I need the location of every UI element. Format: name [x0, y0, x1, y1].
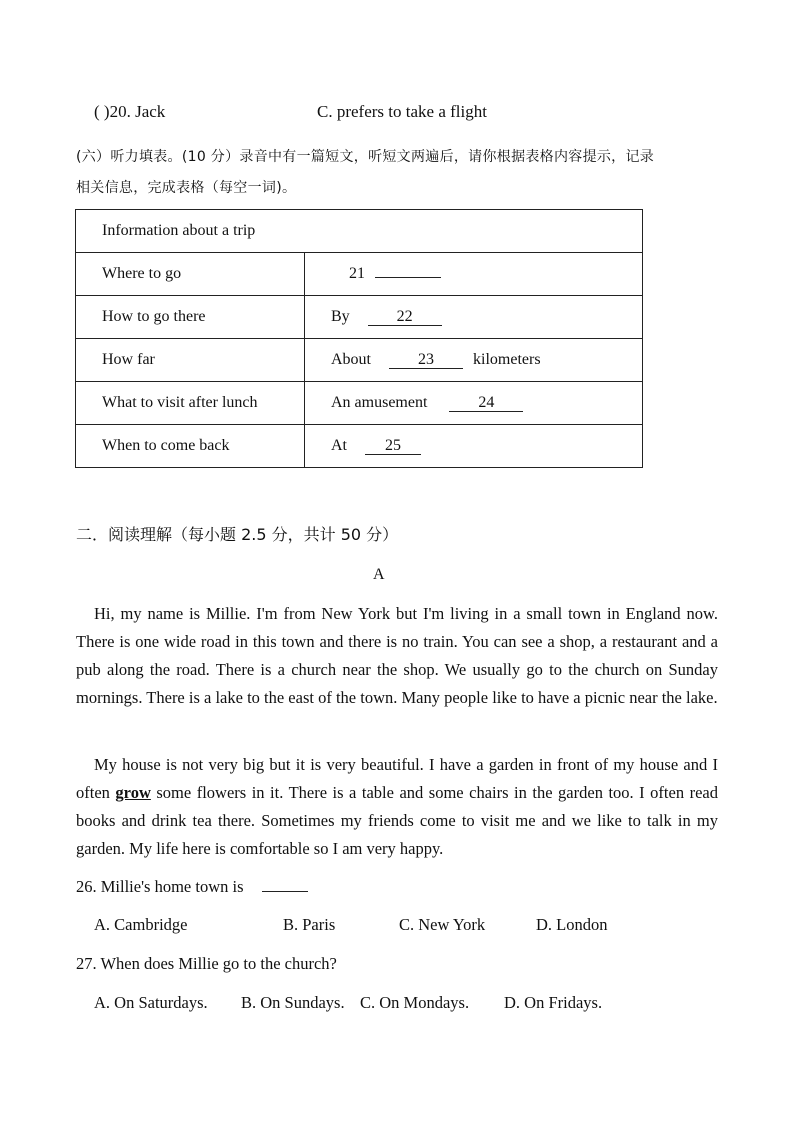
- row-prefix: About: [331, 351, 371, 368]
- paragraph-2-text-b: some flowers in it. There is a table and some chairs in the garden too. I often read books and drink tea there. Sometimes my friends come to visit me and we like to talk in my garden. My life here is comfortable so I am very happy.: [76, 783, 718, 858]
- row-answer: [305, 425, 643, 468]
- table-header-row: [76, 210, 643, 253]
- row-label: How to go there: [76, 296, 305, 339]
- row-answer: [305, 253, 643, 296]
- question-26-blank[interactable]: [262, 877, 308, 892]
- section-2-title: 二．阅读理解（每小题 2.5 分，共计 50 分）: [76, 525, 399, 544]
- row-prefix: By: [331, 308, 350, 325]
- answer-line-21[interactable]: [375, 277, 441, 278]
- option-a[interactable]: A. Cambridge: [94, 915, 188, 934]
- table-row: [76, 339, 643, 382]
- row-label: What to visit after lunch: [76, 382, 305, 425]
- question-27: [76, 954, 337, 974]
- row-label: Where to go: [76, 253, 305, 296]
- option-d[interactable]: D. On Fridays.: [504, 993, 603, 1012]
- answer-blank-24[interactable]: 24: [449, 395, 523, 412]
- table-row: [76, 425, 643, 468]
- row-prefix: At: [331, 437, 347, 454]
- answer-blank-25[interactable]: 25: [365, 438, 421, 455]
- row-suffix: kilometers: [473, 351, 541, 368]
- row-prefix: An amusement: [331, 394, 428, 411]
- table-header: Information about a trip: [76, 210, 643, 253]
- answer-blank-23[interactable]: 23: [389, 352, 463, 369]
- question-20: [94, 102, 487, 122]
- row-answer: [305, 339, 643, 382]
- row-label: When to come back: [76, 425, 305, 468]
- answer-blank-21[interactable]: 21: [349, 265, 365, 282]
- row-label: How far: [76, 339, 305, 382]
- passage-paragraph-1: Hi, my name is Millie. I'm from New York but I'm living in a small town in England now. There is one wide road in this town and there is no train. You can see a shop, a restaurant and a pub along the road. There is a church near the shop. We usually go to the church on Sunday mornings. There is a lake to the east of the town. Many people like to have a picnic near the lake.: [76, 604, 718, 707]
- option-b[interactable]: B. On Sundays.: [241, 993, 345, 1012]
- option-c[interactable]: C. New York: [399, 915, 486, 934]
- table-row: [76, 253, 643, 296]
- section-6-instructions-line2: 相关信息，完成表格（每空一词)。: [76, 180, 297, 196]
- question-26-stem: 26. Millie's home town is: [76, 877, 244, 896]
- trip-info-table: [75, 209, 643, 468]
- passage-paragraph-2: [76, 751, 718, 863]
- passage-label: A: [373, 566, 385, 583]
- question-27-stem: 27. When does Millie go to the church?: [76, 954, 337, 973]
- question-20-stem: ( )20. Jack: [94, 102, 166, 121]
- paragraph-2-text-a: My house is not very big but it is very beautiful. I have a garden in front of my house and I often: [76, 755, 718, 802]
- question-20-option: C. prefers to take a flight: [317, 102, 487, 121]
- table-row: [76, 382, 643, 425]
- table-row: [76, 296, 643, 339]
- keyword-grow: grow: [115, 783, 151, 802]
- option-a[interactable]: A. On Saturdays.: [94, 993, 208, 1012]
- option-d[interactable]: D. London: [536, 915, 608, 934]
- row-answer: [305, 296, 643, 339]
- option-c[interactable]: C. On Mondays.: [360, 993, 470, 1012]
- answer-blank-22[interactable]: 22: [368, 309, 442, 326]
- row-answer: [305, 382, 643, 425]
- question-26: [76, 877, 308, 897]
- section-6-instructions-line1: (六）听力填表。(10 分）录音中有一篇短文，听短文两遍后，请你根据表格内容提示，记录: [76, 149, 655, 165]
- option-b[interactable]: B. Paris: [283, 915, 336, 934]
